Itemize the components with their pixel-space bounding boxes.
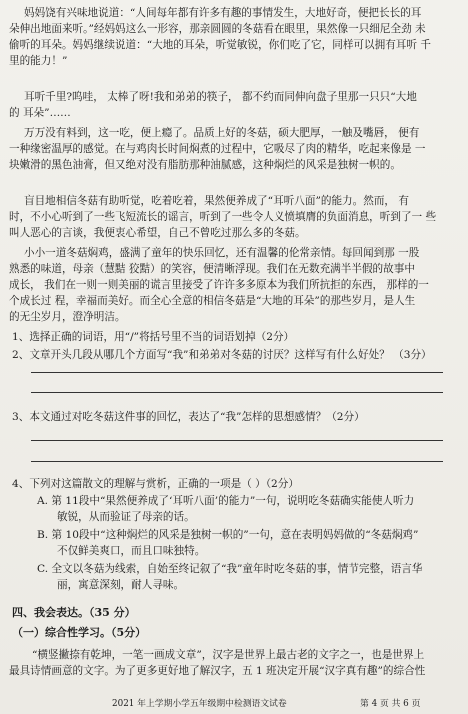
passage-line: 熟悉的味道，母亲（慧黠 狡黠）的笑容，便清晰浮现。我们在无数充满半半假的故事中: [9, 263, 415, 275]
subsection-heading: （一）综合性学习。（5分）: [12, 626, 147, 639]
passage-line: 耳听千里?呜哇， 太棒了呀!我和弟弟的筷子， 都不约而同伸向盘子里那一只只“大地: [24, 91, 417, 103]
passage-line: 块嫩滑的黑色油膏，但又绝对没有脂肪那种油腻感，这种焖烂的风采是独树一帜的。: [9, 159, 401, 171]
section-text: 最具诗情画意的文字。为了更多更好地了解汉字，五 1 班决定开展“汉字真有趣”的综合性: [9, 665, 426, 677]
section-heading: 四、我会表达。（35 分）: [12, 606, 136, 619]
option-c[interactable]: C. 全文以冬菇为线索，自始至终记叙了“我”童年时吃冬菇的事，情节完整，语言华: [37, 563, 423, 575]
option-b[interactable]: B. 第 10段中“这种焖烂的风采是独树一帜的”一句，意在表明妈妈做的“冬菇焖鸡”: [37, 529, 419, 541]
answer-line[interactable]: [31, 440, 443, 441]
option-c-cont: 丽，寓意深刻，耐人寻味。: [57, 579, 185, 591]
passage-line: 叫人恶心的言谈，我便衷心希望，自己不曾吃过那么多的冬菇。: [9, 227, 306, 239]
passage-line: 偷听的耳朵。妈妈继续说道：“大地的耳朵，听觉敏锐，你们吃了它，同样可以拥有耳听 千: [9, 39, 431, 51]
passage-line: 个成长过 程，幸福而美好。而全心全意的相信冬菇是“大地的耳朵”的那些岁月，是人生: [9, 295, 416, 307]
section-text: “横竖撇捺有乾坤，一笔一画成文章”，汉字是世界上最古老的文字之一，也是世界上: [32, 649, 425, 661]
passage-line: 小小一道冬菇焖鸡，盛满了童年的快乐回忆，还有温馨的伦常亲情。每回闻到那 一股: [24, 247, 420, 259]
passage-line: 一种缘密温厚的感觉。在与鸡肉长时间焖煮的过程中，它吸尽了肉的精华，吃起来像是 一: [9, 143, 426, 155]
option-b-cont: 不仅鲜美爽口，而且口味独特。: [57, 545, 206, 557]
passage-line: 盲目地相信冬菇有助听觉，吃着吃着，果然便养成了“耳听八面”的能力。然而， 有: [24, 195, 409, 207]
option-a-cont: 敏锐，从而验证了母亲的话。: [57, 511, 195, 523]
passage-line: 成长， 我们在一则一则美丽的谎言里接受了许许多多原本为我们所抗拒的东西， 那样的一: [9, 279, 429, 291]
question-2: 2、文章开头几段从哪几个方面写“我”和弟弟对冬菇的讨厌？这样写有什么好处？ （3分）: [12, 349, 432, 361]
question-1: 1、选择正确的词语，用“/”将括号里不当的词语划掉（2分）: [12, 331, 295, 343]
passage-line: 的无尘岁月，澄净明洁。: [9, 311, 126, 323]
passage-line: 万万没有料到，这一吃，便上瘾了。品质上好的冬菇，硕大肥厚，一触及嘴唇， 便有: [24, 127, 420, 139]
passage-line: 的 耳朵”……: [9, 107, 71, 119]
option-a[interactable]: A. 第 11段中“果然便养成了‘耳听八面’的能力”一句，说明吃冬菇确实能使人听力: [37, 495, 415, 507]
question-4: 4、下列对这篇散文的理解与赏析，正确的一项是（ ）（2分）: [12, 478, 299, 490]
footer-title: 2021 年上学期小学五年级期中检测语文试卷: [112, 699, 287, 709]
answer-line[interactable]: [31, 461, 443, 462]
passage-line: 时，不小心听到了一些飞短流长的谣言，听到了一些令人义愤填膺的负面消息，听到了一 些: [9, 211, 437, 223]
page-number: 第 4 页 共 6 页: [360, 699, 421, 709]
answer-line[interactable]: [31, 392, 443, 393]
passage-line: 里的能力！”: [9, 55, 68, 67]
question-3: 3、本文通过对吃冬菇这件事的回忆，表达了“我”怎样的思想感情？（2分）: [12, 411, 365, 423]
passage-line: 妈妈饶有兴味地说道：“人间每年都有许多有趣的事情发生，大地好奇，便把长长的耳: [24, 7, 422, 19]
answer-line[interactable]: [31, 372, 443, 373]
passage-line: 朵伸出地面来听。”经妈妈这么一形容，那亲圆圆的冬菇看在眼里，果然像一只细尼全劲 未: [9, 23, 426, 35]
